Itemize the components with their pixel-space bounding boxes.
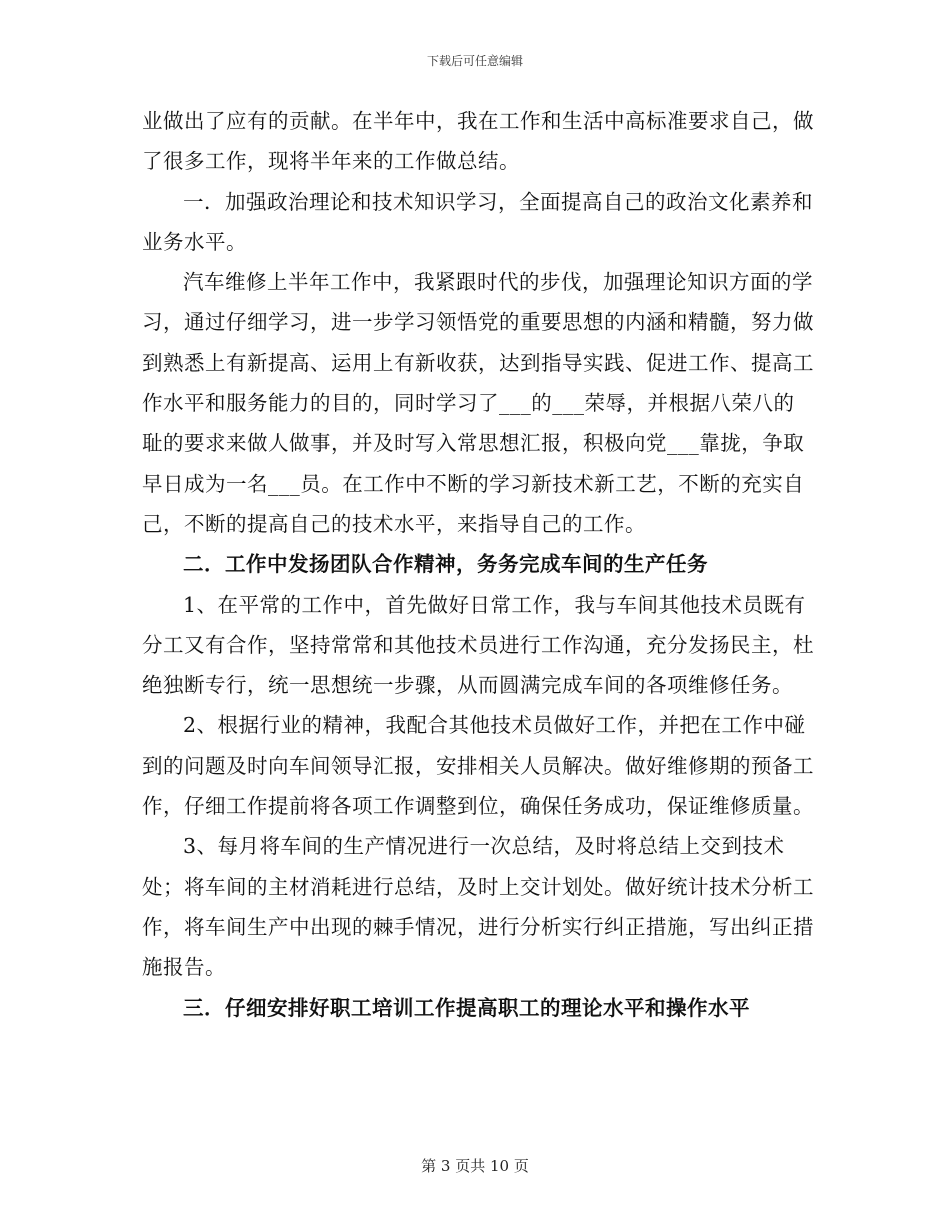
document-body [142,101,814,1028]
section-heading-1: 一．加强政治理论和技术知识学习，全面提高自己的政治文化素养和业务水平。 [142,189,813,254]
paragraph-continuation: 业做出了应有的贡献。在半年中，我在工作和生活中高标准要求自己，做了很多工作，现将半年来的工作做总结。 [142,109,814,174]
paragraph-item-1: 1、在平常的工作中，首先做好日常工作，我与车间其他技术员既有分工又有合作，坚持常常和其他技术员进行工作沟通，充分发扬民主，杜绝独断专行，统一思想统一步骤，从而圆满完成车间的各项维修任务。 [142,592,814,698]
section-heading-3: 三．仔细安排好职工培训工作提高职工的理论水平和操作水平 [183,995,750,1020]
page-footer: 第 3 页共 10 页 [421,1157,529,1175]
section-heading-2: 二．工作中发扬团队合作精神，务务完成车间的生产任务 [183,552,708,577]
page-header: 下载后可任意编辑 [426,54,523,68]
paragraph-item-2: 2、根据行业的精神，我配合其他技术员做好工作，并把在工作中碰到的问题及时向车间领导汇报，安排相关人员解决。做好维修期的预备工作，仔细工作提前将各项工作调整到位，确保任务成功，保证维修质量。 [142,713,814,819]
paragraph-study: 汽车维修上半年工作中，我紧跟时代的步伐，加强理论知识方面的学习，通过仔细学习，进一步学习领悟党的重要思想的内涵和精髓，努力做到熟悉上有新提高、运用上有新收获，达到指导实践、促进工作、提高工作水平和服务能力的目的，同时学习了___的___荣辱，并根据八荣八的耻的要求来做人做事，并及时写入常思想汇报，积极向党___靠拢，争取早日成为一名___员。在工作中不断的学习新技术新工艺，不断的充实自己，不断的提高自己的技术水平，来指导自己的工作。 [142,270,814,536]
paragraph-item-3: 3、每月将车间的生产情况进行一次总结，及时将总结上交到技术处；将车间的主材消耗进行总结，及时上交计划处。做好统计技术分析工作，将车间生产中出现的棘手情况，进行分析实行纠正措施，写出纠正措施报告。 [142,834,814,980]
